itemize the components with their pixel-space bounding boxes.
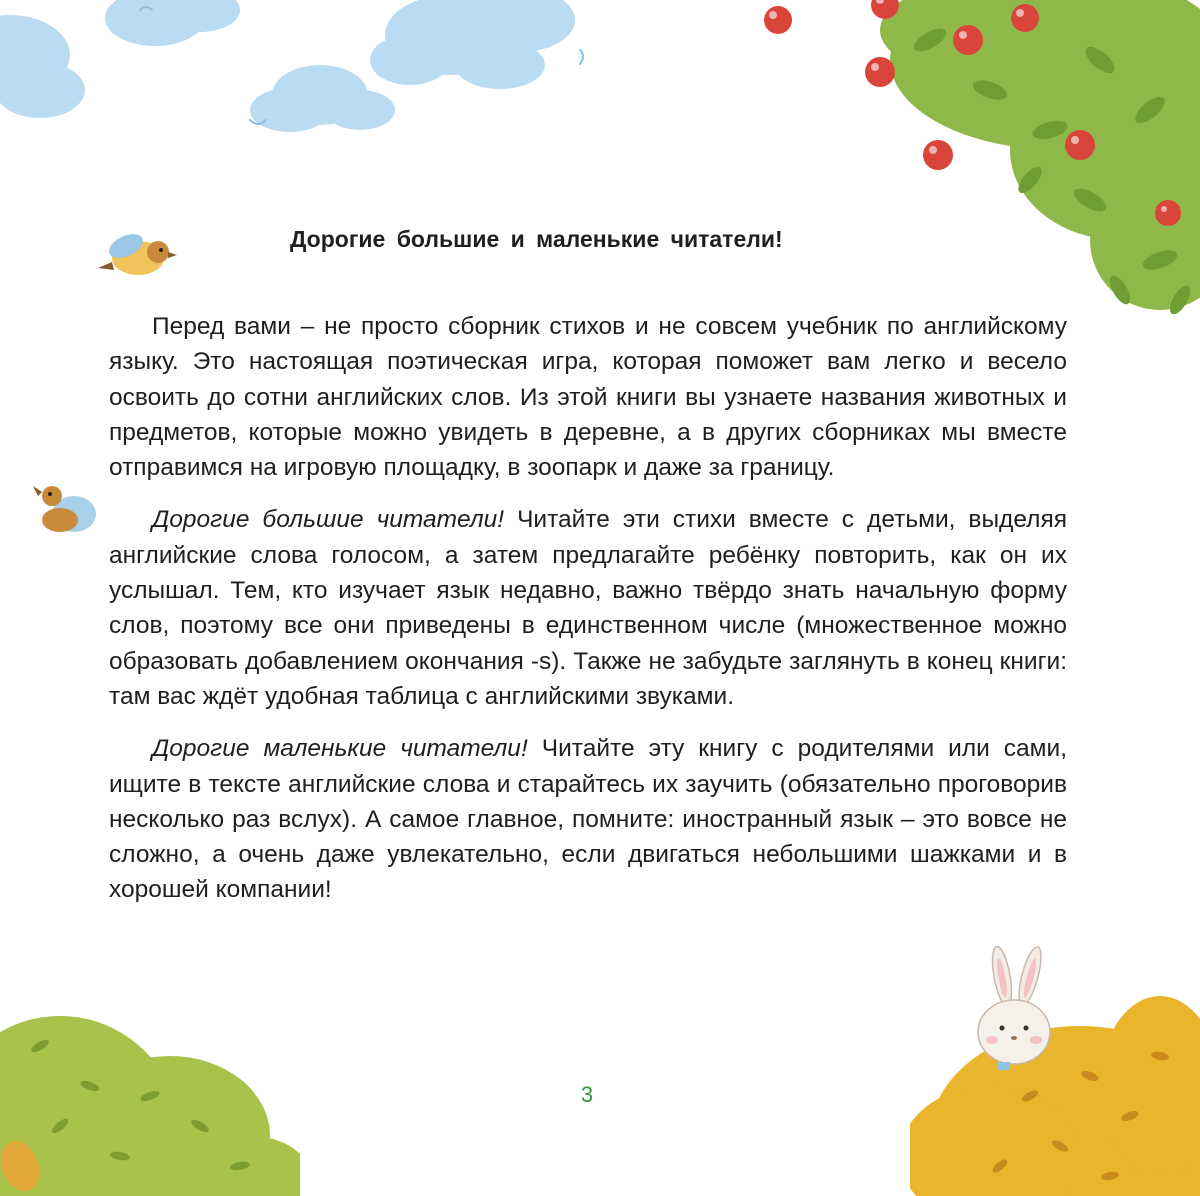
body-text	[109, 309, 1067, 925]
paragraph-3-text: Читайте эту книгу с родителями или сами, ищите в тексте английские слова и старайтесь их заучить (обязательно проговорив несколько раз вслух). А самое главное, помните: иностранный язык – это вовсе не сложно, а очень даже увлекательно, если двигаться небольшими шажками и в хорошей компании!	[109, 735, 1067, 904]
paragraph-1-text: Перед вами – не просто сборник стихов и не совсем учебник по английскому языку. Это настоящая поэтическая игра, которая поможет вам легко и весело освоить до сотни английских слов. Из этой книги вы узнаете названия животных и предметов, которые можно увидеть в деревне, а в других сборниках мы вместе отправимся на игровую площадку, в зоопарк и даже за границу.	[109, 313, 1067, 482]
paragraph-3	[109, 731, 1067, 907]
cloud-illustration	[0, 0, 620, 140]
paragraph-1	[109, 309, 1067, 485]
apple-tree-illustration	[760, 0, 1200, 330]
bird-icon	[30, 478, 100, 540]
page-heading: Дорогие большие и маленькие читатели!	[290, 226, 783, 252]
paragraph-3-lead: Дорогие маленькие читатели!	[152, 735, 528, 763]
green-bush-illustration	[0, 986, 300, 1196]
paragraph-2	[109, 502, 1067, 714]
paragraph-2-lead: Дорогие большие читатели!	[152, 506, 505, 534]
page-number: 3	[580, 1082, 594, 1107]
bird-icon	[96, 222, 180, 282]
yellow-bush-illustration	[910, 946, 1200, 1196]
paragraph-2-text: Читайте эти стихи вместе с детьми, выделяя английские слова голосом, а затем предлагайте ребёнку повторить, как он их услышал. Тем, кто изучает язык недавно, важно твёрдо знать начальную форму слов, поэтому все они приведены в единственном числе (множественное можно образовать добавлением окончания -s). Также не забудьте заглянуть в конец книги: там вас ждёт удобная таблица с английскими звуками.	[109, 506, 1067, 710]
bunny-icon	[978, 946, 1050, 1070]
